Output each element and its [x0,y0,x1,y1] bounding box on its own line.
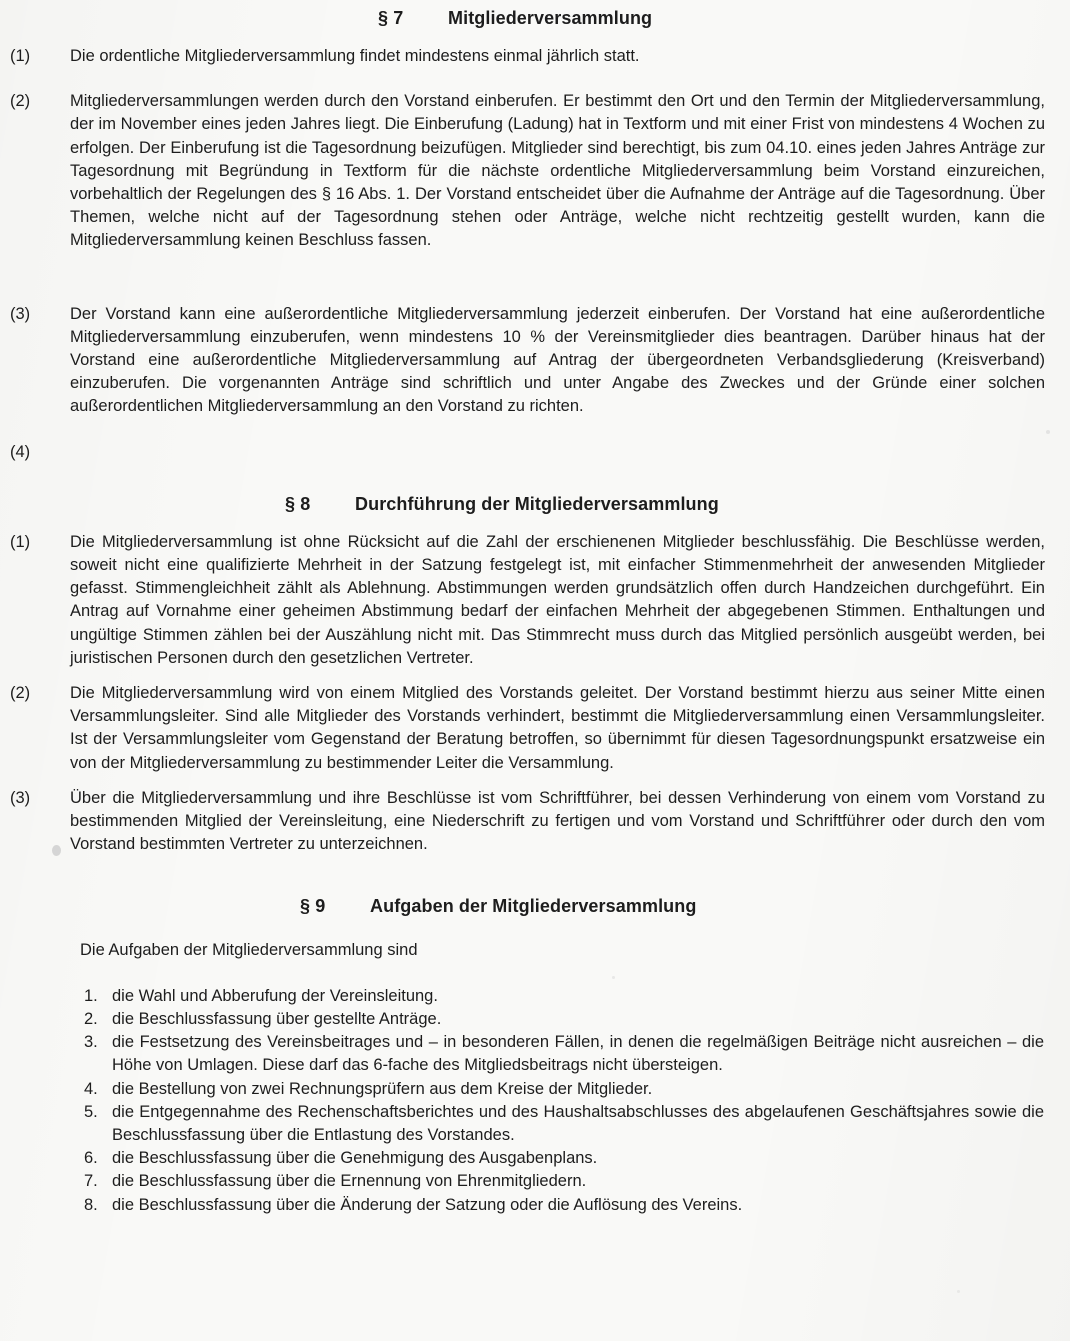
paragraph [0,787,1070,857]
paragraph-text: Über die Mitgliederversammlung und ihre Beschlüsse ist vom Schriftführer, bei dessen Verhinderung von einem vom Vorstand zu bestimmenden Mitglied der Vereinsleitung, eine Niederschrift zu fertigen und vom Vorstand und Schriftführer oder durch den vom Vorstand bestimmten Vertreter zu unterzeichnen. [70,788,1045,854]
section-number-9: § 9 [300,896,326,917]
list-item-text: die Beschlussfassung über die Änderung der Satzung oder die Auflösung des Vereins. [112,1195,743,1214]
list-item-number: 1. [84,986,98,1005]
list-item-number: 5. [84,1102,98,1121]
paragraph [0,531,1070,670]
paragraph-marker: (3) [10,788,31,807]
list-item [84,1078,1044,1101]
paragraph [0,682,1070,775]
section-heading-8 [0,494,1070,515]
list-item-text: die Festsetzung des Vereinsbeitrages und – in besonderen Fällen, in denen die regelmäßigen Beiträge nicht ausreichen – die Höhe von Umlagen. Diese darf das 6-fache des Mitgliedsbeitrags nicht übersteigen. [112,1033,1044,1075]
paragraph [0,90,1070,252]
paragraph-marker: (1) [10,532,31,551]
list-item-number: 6. [84,1149,98,1168]
list-item-text: die Bestellung von zwei Rechnungsprüfern aus dem Kreise der Mitglieder. [112,1079,653,1098]
paragraph-text: Mitgliederversammlungen werden durch den Vorstand einberufen. Er bestimmt den Ort und den Termin der Mitgliederversammlung, der im November eines jeden Jahres liegt. Die Einberufung (Ladung) hat in Textform und mit einer Frist von mindestens 4 Wochen zu erfolgen. Der Einberufung ist die Tagesordnung beizufügen. Mitglieder sind berechtigt, bis zum 04.10. eines jeden Jahres Anträge zur Tagesordnung mit Begründung in Textform für die nächste ordentliche Mitgliederversammlung beim Vorstand einzureichen, vorbehaltlich der Regelungen des § 16 Abs. 1. Der Vorstand entscheidet über die Aufnahme der Anträge auf die Tagesordnung. Über Themen, welche nicht auf der Tagesordnung stehen oder Anträge, welche nicht rechtzeitig gestellt wurden, kann die Mitgliederversammlung keinen Beschluss fassen. [70,92,1045,250]
paragraph-text: Der Vorstand kann eine außerordentliche Mitgliederversammlung jederzeit einberufen. Der Vorstand hat eine außerordentliche Mitgliederversammlung einzuberufen, wenn mindestens 10 % der Vereinsmitglieder dies beantragen. Darüber hinaus hat der Vorstand eine außerordentliche Mitgliederversammlung auf Antrag der übergeordneten Verbandsgliederung (Kreisverband) einzuberufen. Die vorgenannten Anträge sind schriftlich und unter Angabe des Zweckes und der Gründe einer solchen außerordentlichen Mitgliederversammlung an den Vorstand zu richten. [70,304,1045,416]
list-item [84,985,1044,1008]
paragraph-text: Die Mitgliederversammlung wird von einem Mitglied des Vorstands geleitet. Der Vorstand bestimmt hierzu aus seiner Mitte einen Versammlungsleiter. Sind alle Mitglieder des Vorstands verhindert, bestimmt die Mitgliederversammlung einen Versammlungsleiter. Ist der Versammlungsleiter vom Gegenstand der Beratung betroffen, so übernimmt für diesen Tagesordnungspunkt ersatzweise ein von der Mitgliederversammlung zu bestimmender Leiter die Versammlung. [70,684,1045,772]
list-item-text: die Beschlussfassung über gestellte Anträge. [112,1009,442,1028]
list-item [84,1194,1044,1217]
paragraph-text: Die Mitgliederversammlung ist ohne Rücksicht auf die Zahl der erschienenen Mitglieder beschlussfähig. Die Beschlüsse werden, soweit nicht eine qualifizierte Mehrheit in der Satzung festgelegt ist, mit einfacher Stimmenmehrheit der anwesenden Mitglieder gefasst. Stimmengleichheit zählt als Ablehnung. Abstimmungen werden grundsätzlich offen durch Handzeichen durchgeführt. Ein Antrag auf Vornahme einer geheimen Abstimmung bedarf der einfachen Mehrheit der abgegebenen Stimmen. Enthaltungen und ungültige Stimmen zählen bei der Auszählung nicht mit. Das Stimmrecht muss durch das Mitglied persönlich ausgeübt werden, bei juristischen Personen durch den gesetzlichen Vertreter. [70,532,1045,667]
list-item-text: die Wahl und Abberufung der Vereinsleitung. [112,986,438,1005]
section-number-7: § 7 [378,8,404,28]
list-item [84,1101,1044,1147]
section-heading-7 [0,8,1070,29]
section-title-8: Durchführung der Mitgliederversammlung [355,493,719,514]
paragraph-marker: (2) [10,92,31,111]
list-item [84,1008,1044,1031]
list-item-text: die Entgegennahme des Rechenschaftsberichtes und des Haushaltsabschlusses des abgelaufenen Geschäftsjahres sowie die Beschlussfassung über die Entlastung des Vorstandes. [112,1102,1044,1144]
list-item-number: 7. [84,1172,98,1191]
section-title-7: Mitgliederversammlung [448,8,653,28]
scan-artifact-speck [957,1290,960,1293]
list-item-text: die Beschlussfassung über die Ernennung von Ehrenmitgliedern. [112,1172,587,1191]
section-heading-9 [0,896,1070,917]
list-item [84,1147,1044,1170]
list-item-number: 4. [84,1079,98,1098]
tasks-intro: Die Aufgaben der Mitgliederversammlung sind [80,941,418,960]
paragraph [0,45,1070,68]
tasks-list [0,985,1070,1217]
paragraph-empty [0,441,1070,464]
paragraph-marker: (1) [10,47,31,65]
list-item-number: 3. [84,1033,98,1052]
section-title-9: Aufgaben der Mitgliederversammlung [370,896,697,917]
paragraph [0,303,1070,419]
list-item-number: 2. [84,1009,98,1028]
section-number-8: § 8 [285,493,311,514]
list-item [84,1170,1044,1193]
paragraph-marker: (4) [10,442,31,461]
paragraph-text: Die ordentliche Mitgliederversammlung findet mindestens einmal jährlich statt. [70,47,640,65]
list-item [84,1031,1044,1077]
list-item-text: die Beschlussfassung über die Genehmigung des Ausgabenplans. [112,1149,598,1168]
list-item-number: 8. [84,1195,98,1214]
paragraph-marker: (3) [10,304,31,323]
paragraph-marker: (2) [10,684,31,703]
